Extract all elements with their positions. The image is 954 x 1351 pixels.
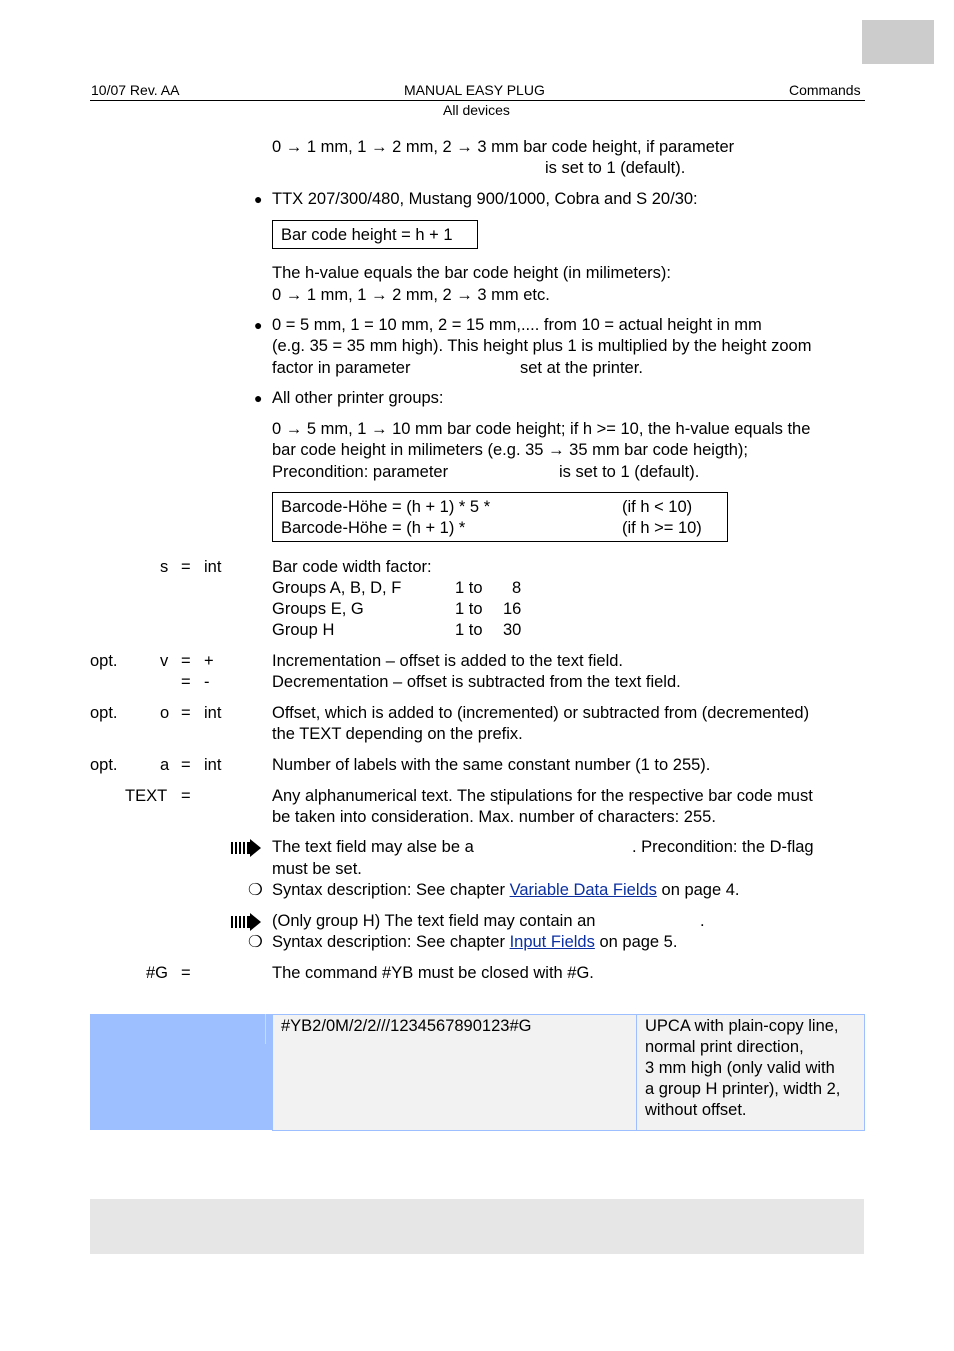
param-o-desc-2: the TEXT depending on the prefix.	[272, 725, 523, 743]
page-corner-tab	[862, 20, 934, 64]
group-name: Groups E, G	[272, 600, 364, 618]
group-range: 1 to	[455, 621, 483, 639]
hand-arrow-icon	[231, 839, 261, 857]
param-a-eq: =	[181, 756, 191, 774]
param-v-type-2: -	[204, 673, 210, 691]
param-o-name: o	[160, 704, 170, 722]
param-s-type: int	[204, 558, 222, 576]
param-g-name: #G	[146, 964, 169, 982]
circle-bullet-icon: ❍	[248, 881, 263, 899]
param-v-eq: =	[181, 652, 191, 670]
formula-2-row-2-left: Barcode-Höhe = (h + 1) *	[281, 519, 466, 537]
param-s-eq: =	[181, 558, 191, 576]
param-g-desc: The command #YB must be closed with #G.	[272, 964, 594, 982]
param-text-desc-2: be taken into consideration. Max. number of characters: 255.	[272, 808, 716, 826]
example-label-cell	[90, 1014, 272, 1130]
syntax-ref-variable-data	[272, 880, 740, 901]
syntax-ref-suffix: on page 4.	[661, 881, 740, 899]
bullet2-line-3a: factor in parameter	[272, 359, 411, 377]
footer-band	[90, 1199, 864, 1254]
note-input-field-a: (Only group H) The text field may contain an	[272, 912, 596, 930]
param-a-desc: Number of labels with the same constant number (1 to 255).	[272, 756, 711, 774]
group-range: 1 to	[455, 600, 483, 618]
formula-box-1	[272, 220, 478, 249]
param-text-eq: =	[181, 787, 191, 805]
param-o-opt: opt.	[90, 704, 118, 722]
syntax-ref-input-fields	[272, 932, 677, 953]
group-range: 1 to	[455, 579, 483, 597]
example-desc-line: UPCA with plain-copy line,	[645, 1017, 839, 1035]
intro-line-1: 0 → 1 mm, 1 → 2 mm, 2 → 3 mm bar code height, if parameter	[272, 138, 735, 156]
formula-2-row-1-right: (if h < 10)	[622, 498, 693, 516]
group-max: 8	[512, 579, 522, 597]
note-input-field-b: .	[700, 912, 705, 930]
header-rule	[90, 100, 865, 101]
formula-1-text: Bar code height = h + 1	[281, 226, 453, 244]
example-desc-line: a group H printer), width 2,	[645, 1080, 841, 1098]
example-desc-line: normal print direction,	[645, 1038, 804, 1056]
other-line-1: 0 → 5 mm, 1 → 10 mm bar code height; if h >= 10, the h-value equals the	[272, 420, 811, 438]
formula-2-row-2-right: (if h >= 10)	[622, 519, 702, 537]
header-title: MANUAL EASY PLUG	[404, 82, 545, 98]
param-v-opt: opt.	[90, 652, 118, 670]
formula-2-row-1-left: Barcode-Höhe = (h + 1) * 5 *	[281, 498, 491, 516]
group-name: Group H	[272, 621, 335, 639]
other-line-3a: Precondition: parameter	[272, 463, 449, 481]
param-o-eq: =	[181, 704, 191, 722]
note-variable-data-a: The text field may alse be a	[272, 838, 474, 856]
param-v-desc-2: Decrementation – offset is subtracted from the text field.	[272, 673, 681, 691]
header-revision: 10/07 Rev. AA	[91, 82, 180, 98]
example-desc-line: 3 mm high (only valid with	[645, 1059, 835, 1077]
circle-bullet-icon: ❍	[248, 933, 263, 951]
intro-line-2: is set to 1 (default).	[545, 159, 686, 177]
bullet-icon: ●	[254, 390, 263, 406]
param-a-name: a	[160, 756, 170, 774]
note-variable-data-c: must be set.	[272, 860, 362, 878]
header-section: Commands	[789, 82, 861, 98]
param-g-eq: =	[181, 964, 191, 982]
input-fields-link[interactable]: Input Fields	[509, 933, 595, 951]
example-column-divider	[636, 1014, 637, 1131]
param-v-type: +	[204, 652, 214, 670]
param-v-eq-2: =	[181, 673, 191, 691]
group-max: 16	[503, 600, 522, 618]
hvalue-line-2: 0 → 1 mm, 1 → 2 mm, 2 → 3 mm etc.	[272, 286, 550, 304]
bullet-other-groups: All other printer groups:	[272, 389, 444, 407]
group-max: 30	[503, 621, 522, 639]
example-command: #YB2/0M/2/2///1234567890123#G	[281, 1017, 532, 1035]
param-v-name: v	[160, 652, 169, 670]
hand-arrow-icon	[231, 913, 261, 931]
param-a-type: int	[204, 756, 222, 774]
other-line-2: bar code height in milimeters (e.g. 35 → 35 mm bar code heigth);	[272, 441, 748, 459]
example-desc-line: without offset.	[645, 1101, 747, 1119]
bullet-ttx-models: TTX 207/300/480, Mustang 900/1000, Cobra and S 20/30:	[272, 190, 698, 208]
bullet2-line-2: (e.g. 35 = 35 mm high). This height plus 1 is multiplied by the height zoom	[272, 337, 812, 355]
syntax-ref-prefix: Syntax description: See chapter	[272, 933, 505, 951]
bullet-icon: ●	[254, 191, 263, 207]
variable-data-fields-link[interactable]: Variable Data Fields	[509, 881, 657, 899]
bullet2-line-1: 0 = 5 mm, 1 = 10 mm, 2 = 15 mm,.... from 10 = actual height in mm	[272, 316, 762, 334]
syntax-ref-suffix: on page 5.	[599, 933, 678, 951]
param-s-desc: Bar code width factor:	[272, 558, 432, 576]
param-s-name: s	[160, 558, 169, 576]
header-subtitle: All devices	[443, 102, 510, 118]
note-variable-data-b: . Precondition: the D-flag	[632, 838, 814, 856]
param-o-type: int	[204, 704, 222, 722]
syntax-ref-prefix: Syntax description: See chapter	[272, 881, 505, 899]
param-text-desc-1: Any alphanumerical text. The stipulations for the respective bar code must	[272, 787, 813, 805]
param-a-opt: opt.	[90, 756, 118, 774]
bullet2-line-3b: set at the printer.	[520, 359, 643, 377]
bullet-icon: ●	[254, 317, 263, 333]
example-label-divider	[265, 1014, 266, 1044]
other-line-3b: is set to 1 (default).	[559, 463, 700, 481]
hvalue-line-1: The h-value equals the bar code height (in milimeters):	[272, 264, 671, 282]
group-name: Groups A, B, D, F	[272, 579, 402, 597]
param-o-desc-1: Offset, which is added to (incremented) or subtracted from (decremented)	[272, 704, 810, 722]
param-text-name: TEXT	[125, 787, 168, 805]
param-v-desc: Incrementation – offset is added to the text field.	[272, 652, 623, 670]
